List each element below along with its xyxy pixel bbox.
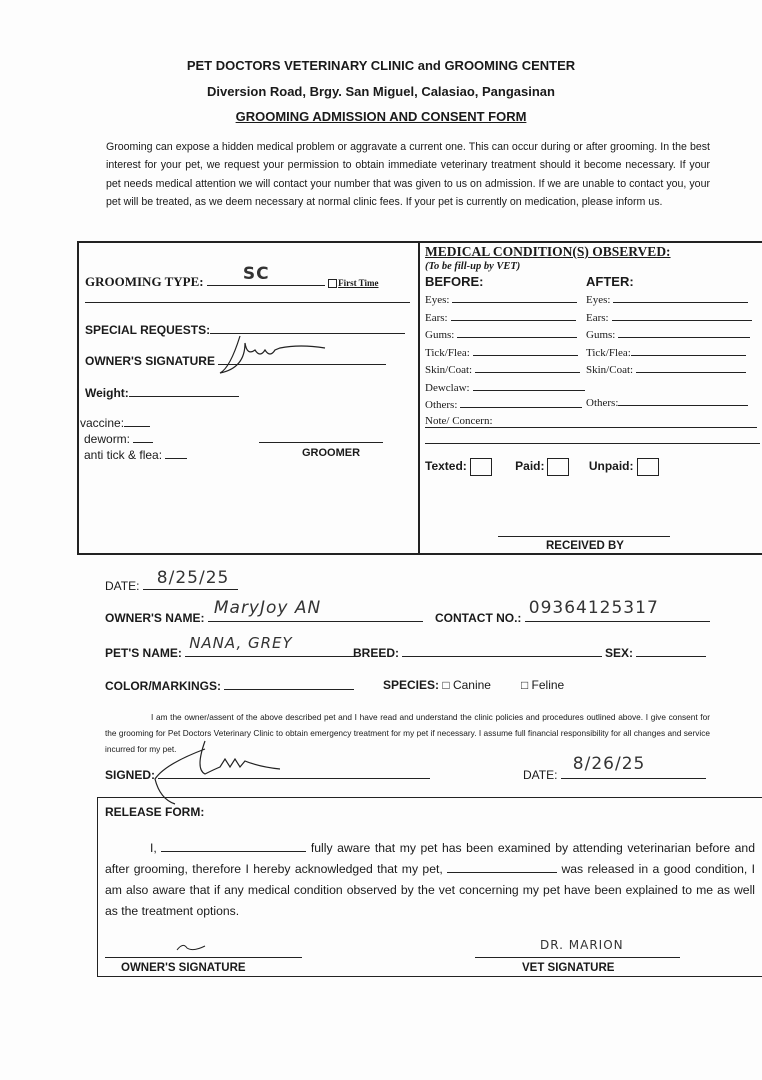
vet-signature-label: VET SIGNATURE <box>522 962 615 974</box>
sex-field[interactable] <box>605 645 706 660</box>
color-label: COLOR/MARKINGS: <box>105 679 221 693</box>
groomer-label: GROOMER <box>302 447 361 459</box>
grooming-type-value: SC <box>242 264 270 284</box>
deworm-field[interactable] <box>84 431 187 447</box>
before-heading: BEFORE: <box>425 274 484 289</box>
contact-field[interactable] <box>435 598 710 625</box>
release-name-line[interactable] <box>161 840 306 852</box>
label: Ears: <box>586 311 609 324</box>
deworm-label: deworm: <box>84 432 131 446</box>
intro-paragraph: Grooming can expose a hidden medical problem or aggravate a current one. This can occur during or after grooming. In the best interest for your pet, we request your permission to obtain immediate veterinary treatment should it become necessary. If your pet needs medical attention we will contact your number that was given to us on admission. If we are unable to contact you, your pet will be treated, as we deem necessary at normal clinic fees. If your pet is currently on medication, please inform us. <box>106 141 710 209</box>
date-value: 8/25/25 <box>156 568 230 588</box>
paid-label: Paid: <box>515 459 545 474</box>
release-text-1: I, <box>150 841 162 855</box>
consent-text: I am the owner/assent of the above described pet and I have read and understand the clinic policies and procedures outlined above. I give consent for the grooming for Pet Doctors Veterinary Clinic to obtain emergency treatment for my pet if necessary. I assume full financial responsibility for all changes and service incurred for my pet. <box>105 712 710 754</box>
species-field <box>383 678 564 692</box>
note-concern-label: Note/ Concern: <box>425 414 493 427</box>
before-dewclaw[interactable] <box>425 379 585 397</box>
after-tick[interactable] <box>586 344 752 362</box>
contact-value: 09364125317 <box>528 598 659 618</box>
anti-tick-field[interactable] <box>84 447 187 463</box>
label: Gums: <box>586 329 616 341</box>
before-skin[interactable] <box>425 361 585 379</box>
weight-field[interactable] <box>85 385 239 400</box>
pet-name-label: PET'S NAME: <box>105 646 182 660</box>
date-field[interactable] <box>105 568 238 593</box>
label: Dewclaw: <box>425 381 470 394</box>
signature-mark <box>215 328 335 378</box>
label: Gums: <box>425 329 455 341</box>
blank-line <box>85 302 410 303</box>
vet-signature-line[interactable] <box>475 957 680 958</box>
after-others[interactable] <box>586 394 752 412</box>
texted-label: Texted: <box>425 459 467 474</box>
date-label: DATE: <box>105 579 140 593</box>
label: Others: <box>425 399 458 411</box>
form-title: GROOMING ADMISSION AND CONSENT FORM <box>235 109 527 124</box>
sex-label: SEX: <box>605 646 634 660</box>
note-line[interactable] <box>425 427 757 428</box>
label: Tick/Flea: <box>425 346 470 359</box>
before-gums[interactable] <box>425 326 585 344</box>
after-ears[interactable] <box>586 309 752 327</box>
canine-checkbox[interactable]: □ Canine <box>442 678 491 692</box>
consent-date-field[interactable] <box>523 754 706 782</box>
grooming-type-label: GROOMING TYPE: <box>85 274 204 289</box>
clinic-name: PET DOCTORS VETERINARY CLINIC and GROOMING CENTER <box>186 58 576 73</box>
first-time-checkbox[interactable] <box>328 278 378 288</box>
note-line[interactable] <box>425 443 760 444</box>
special-requests-label: SPECIAL REQUESTS: <box>85 323 211 337</box>
spacer <box>586 379 752 395</box>
divider <box>418 241 420 555</box>
consent-date-value: 8/26/25 <box>572 754 646 774</box>
release-text <box>105 838 755 922</box>
before-ears[interactable] <box>425 309 585 327</box>
owner-signature-label: OWNER'S SIGNATURE <box>121 962 246 974</box>
label: Eyes: <box>425 294 450 306</box>
color-field[interactable] <box>105 678 354 693</box>
owner-signature-field[interactable] <box>85 353 386 368</box>
release-title: RELEASE FORM: <box>105 805 205 819</box>
release-pet-line[interactable] <box>447 861 557 873</box>
after-eyes[interactable] <box>586 291 752 309</box>
groomer-line[interactable] <box>259 442 383 443</box>
medical-title: MEDICAL CONDITION(S) OBSERVED: <box>425 244 671 259</box>
before-list <box>425 291 585 429</box>
after-skin[interactable] <box>586 361 752 379</box>
species-label: SPECIES: <box>383 678 440 692</box>
label: Skin/Coat: <box>586 364 634 376</box>
pet-name-value: NANA, GREY <box>189 634 293 652</box>
label: Tick/Flea: <box>586 346 631 359</box>
label: Others: <box>586 397 619 409</box>
unpaid-checkbox[interactable] <box>589 459 659 473</box>
grooming-type-field[interactable] <box>85 264 379 290</box>
label: Skin/Coat: <box>425 364 473 376</box>
label: Eyes: <box>586 294 611 306</box>
clinic-address: Diversion Road, Brgy. San Miguel, Calasiao, Pangasinan <box>207 84 555 99</box>
first-time-label: First Time <box>338 278 379 288</box>
owner-name-label: OWNER'S NAME: <box>105 611 205 625</box>
feline-checkbox[interactable]: □ Feline <box>520 678 565 692</box>
before-eyes[interactable] <box>425 291 585 309</box>
pet-name-field[interactable] <box>105 634 355 660</box>
payment-status <box>425 458 659 476</box>
vet-name: DR. MARION <box>540 938 624 952</box>
vaccine-field[interactable] <box>80 415 187 431</box>
after-list <box>586 291 752 412</box>
received-by-label: RECEIVED BY <box>546 540 624 552</box>
release-text-2: fully aware that my pet has been examined by attending veterinarian before and after grooming, therefore I hereby acknowledged that my pet, <box>105 841 755 876</box>
breed-label: BREED: <box>353 646 400 660</box>
paid-checkbox[interactable] <box>515 459 569 473</box>
medical-subtitle: (To be fill-up by VET) <box>425 261 521 272</box>
release-text-3: was released in a good condition, I am also aware that if any medical condition observed by the vet concerning my pet have been explained to me as well as the treatment options. <box>105 862 756 918</box>
signature-mark <box>175 940 215 955</box>
before-others[interactable] <box>425 396 585 414</box>
signed-field[interactable] <box>105 767 430 782</box>
owner-signature-line[interactable] <box>105 957 302 958</box>
weight-label: Weight: <box>85 386 129 400</box>
label: Ears: <box>425 311 448 324</box>
after-gums[interactable] <box>586 326 752 344</box>
unpaid-label: Unpaid: <box>588 459 634 474</box>
vaccine-label: vaccine: <box>80 416 125 430</box>
signed-label: SIGNED: <box>105 768 156 782</box>
received-by-line[interactable] <box>498 536 670 537</box>
anti-tick-label: anti tick & flea: <box>84 448 163 462</box>
breed-field[interactable] <box>353 645 602 660</box>
before-tick[interactable] <box>425 344 585 362</box>
contact-label: CONTACT NO.: <box>435 611 522 625</box>
texted-checkbox[interactable] <box>425 459 492 473</box>
consent-date-label: DATE: <box>523 768 558 782</box>
owner-name-field[interactable] <box>105 598 423 625</box>
owner-signature-label: OWNER'S SIGNATURE <box>85 354 215 368</box>
owner-name-value: MaryJoy AN <box>213 598 322 618</box>
after-heading: AFTER: <box>586 274 634 289</box>
health-fields <box>80 415 187 463</box>
